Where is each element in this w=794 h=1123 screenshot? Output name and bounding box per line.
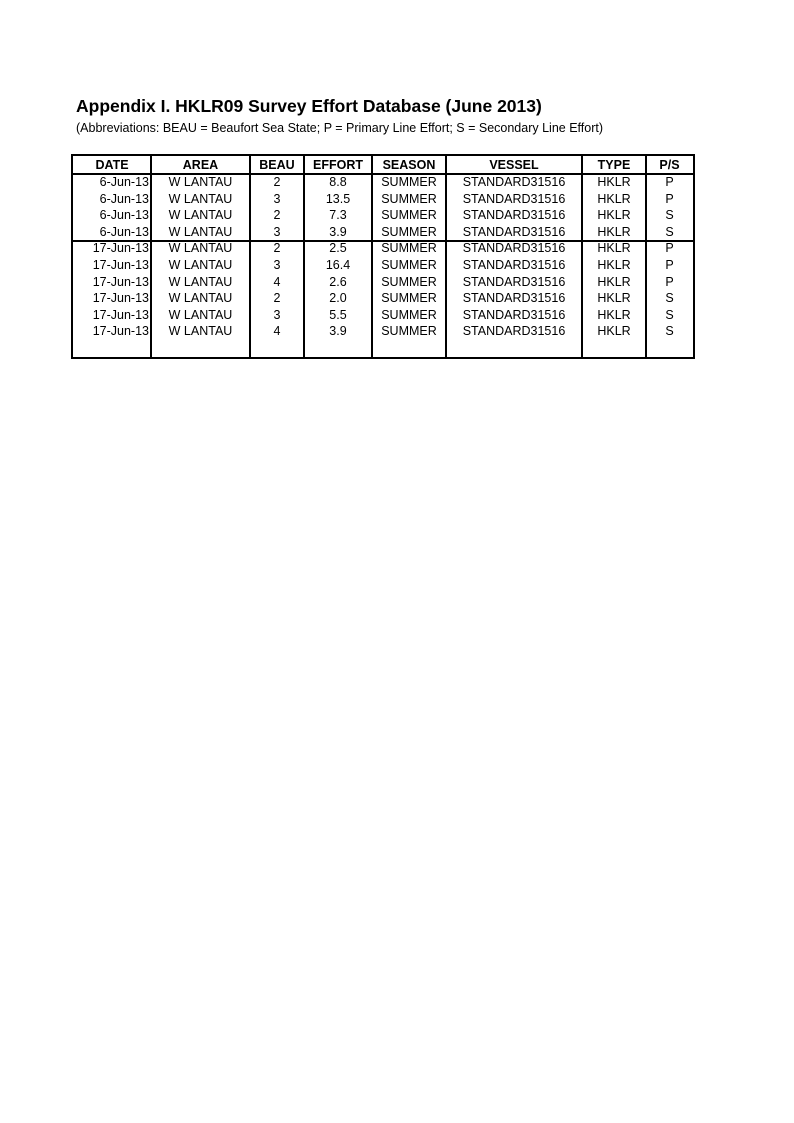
cell-season: SUMMER [381, 175, 437, 189]
cell-date: 6-Jun-13 [99, 175, 149, 189]
cell-date: 17-Jun-13 [92, 274, 149, 289]
cell-effort: 3.9 [329, 324, 347, 339]
cell-date: 17-Jun-13 [92, 258, 149, 272]
cell-ps: P [665, 191, 674, 206]
cell-vessel: STANDARD31516 [462, 258, 566, 272]
cell-beau: 2 [273, 175, 281, 189]
cell-type: HKLR [597, 291, 631, 306]
cell-ps: S [665, 324, 674, 339]
cell-ps: P [665, 274, 674, 289]
header-type: TYPE [597, 158, 631, 172]
survey-effort-table [71, 154, 695, 359]
cell-beau: 3 [273, 224, 281, 239]
cell-ps: P [665, 241, 674, 256]
cell-vessel: STANDARD31516 [462, 274, 566, 289]
cell-vessel: STANDARD31516 [462, 307, 566, 322]
cell-area: W LANTAU [168, 175, 233, 189]
cell-date: 17-Jun-13 [92, 324, 149, 339]
cell-effort: 8.8 [329, 175, 347, 189]
header-date: DATE [95, 158, 129, 172]
cell-effort: 3.9 [329, 224, 347, 239]
cell-effort: 2.5 [329, 241, 347, 256]
cell-area: W LANTAU [168, 191, 233, 206]
header-area: AREA [182, 158, 219, 172]
cell-season: SUMMER [381, 274, 437, 289]
cell-area: W LANTAU [168, 274, 233, 289]
cell-date: 6-Jun-13 [99, 224, 149, 239]
cell-area: W LANTAU [168, 208, 233, 223]
cell-ps: P [665, 258, 674, 272]
cell-effort: 7.3 [329, 208, 347, 223]
cell-effort: 2.6 [329, 274, 347, 289]
cell-type: HKLR [597, 191, 631, 206]
cell-type: HKLR [597, 175, 631, 189]
cell-beau: 2 [273, 241, 281, 256]
cell-season: SUMMER [381, 208, 437, 223]
cell-date: 17-Jun-13 [92, 307, 149, 322]
cell-ps: S [665, 224, 674, 239]
cell-ps: S [665, 307, 674, 322]
cell-vessel: STANDARD31516 [462, 208, 566, 223]
cell-type: HKLR [597, 307, 631, 322]
cell-type: HKLR [597, 224, 631, 239]
cell-ps: S [665, 208, 674, 223]
cell-beau: 2 [273, 291, 281, 306]
cell-season: SUMMER [381, 324, 437, 339]
cell-season: SUMMER [381, 224, 437, 239]
header-ps: P/S [659, 158, 680, 172]
cell-season: SUMMER [381, 307, 437, 322]
cell-effort: 13.5 [325, 191, 351, 206]
cell-date: 6-Jun-13 [99, 208, 149, 223]
cell-area: W LANTAU [168, 224, 233, 239]
cell-type: HKLR [597, 208, 631, 223]
cell-area: W LANTAU [168, 324, 233, 339]
cell-effort: 16.4 [325, 258, 351, 272]
cell-area: W LANTAU [168, 258, 233, 272]
cell-season: SUMMER [381, 191, 437, 206]
cell-area: W LANTAU [168, 241, 233, 256]
cell-season: SUMMER [381, 258, 437, 272]
header-effort: EFFORT [313, 158, 363, 172]
cell-type: HKLR [597, 274, 631, 289]
cell-date: 6-Jun-13 [99, 191, 149, 206]
cell-ps: S [665, 291, 674, 306]
cell-vessel: STANDARD31516 [462, 291, 566, 306]
cell-beau: 2 [273, 208, 281, 223]
cell-vessel: STANDARD31516 [462, 324, 566, 339]
cell-beau: 3 [273, 191, 281, 206]
cell-type: HKLR [597, 258, 631, 272]
cell-effort: 5.5 [329, 307, 347, 322]
cell-effort: 2.0 [329, 291, 347, 306]
cell-season: SUMMER [381, 241, 437, 256]
cell-date: 17-Jun-13 [92, 291, 149, 306]
cell-beau: 4 [273, 324, 281, 339]
cell-ps: P [665, 175, 674, 189]
cell-type: HKLR [597, 241, 631, 256]
cell-season: SUMMER [381, 291, 437, 306]
document-title: Appendix I. HKLR09 Survey Effort Database (June 2013) [76, 96, 542, 116]
cell-area: W LANTAU [168, 307, 233, 322]
abbreviations-note: (Abbreviations: BEAU = Beaufort Sea State; P = Primary Line Effort; S = Secondary Line Effort) [76, 121, 604, 135]
header-vessel: VESSEL [489, 158, 539, 172]
header-season: SEASON [382, 158, 436, 172]
cell-vessel: STANDARD31516 [462, 224, 566, 239]
cell-area: W LANTAU [168, 291, 233, 306]
cell-beau: 3 [273, 258, 281, 272]
cell-date: 17-Jun-13 [92, 241, 149, 256]
header-beau: BEAU [259, 158, 295, 172]
cell-type: HKLR [597, 324, 631, 339]
cell-vessel: STANDARD31516 [462, 241, 566, 256]
cell-beau: 3 [273, 307, 281, 322]
cell-vessel: STANDARD31516 [462, 175, 566, 189]
cell-beau: 4 [273, 274, 281, 289]
cell-vessel: STANDARD31516 [462, 191, 566, 206]
